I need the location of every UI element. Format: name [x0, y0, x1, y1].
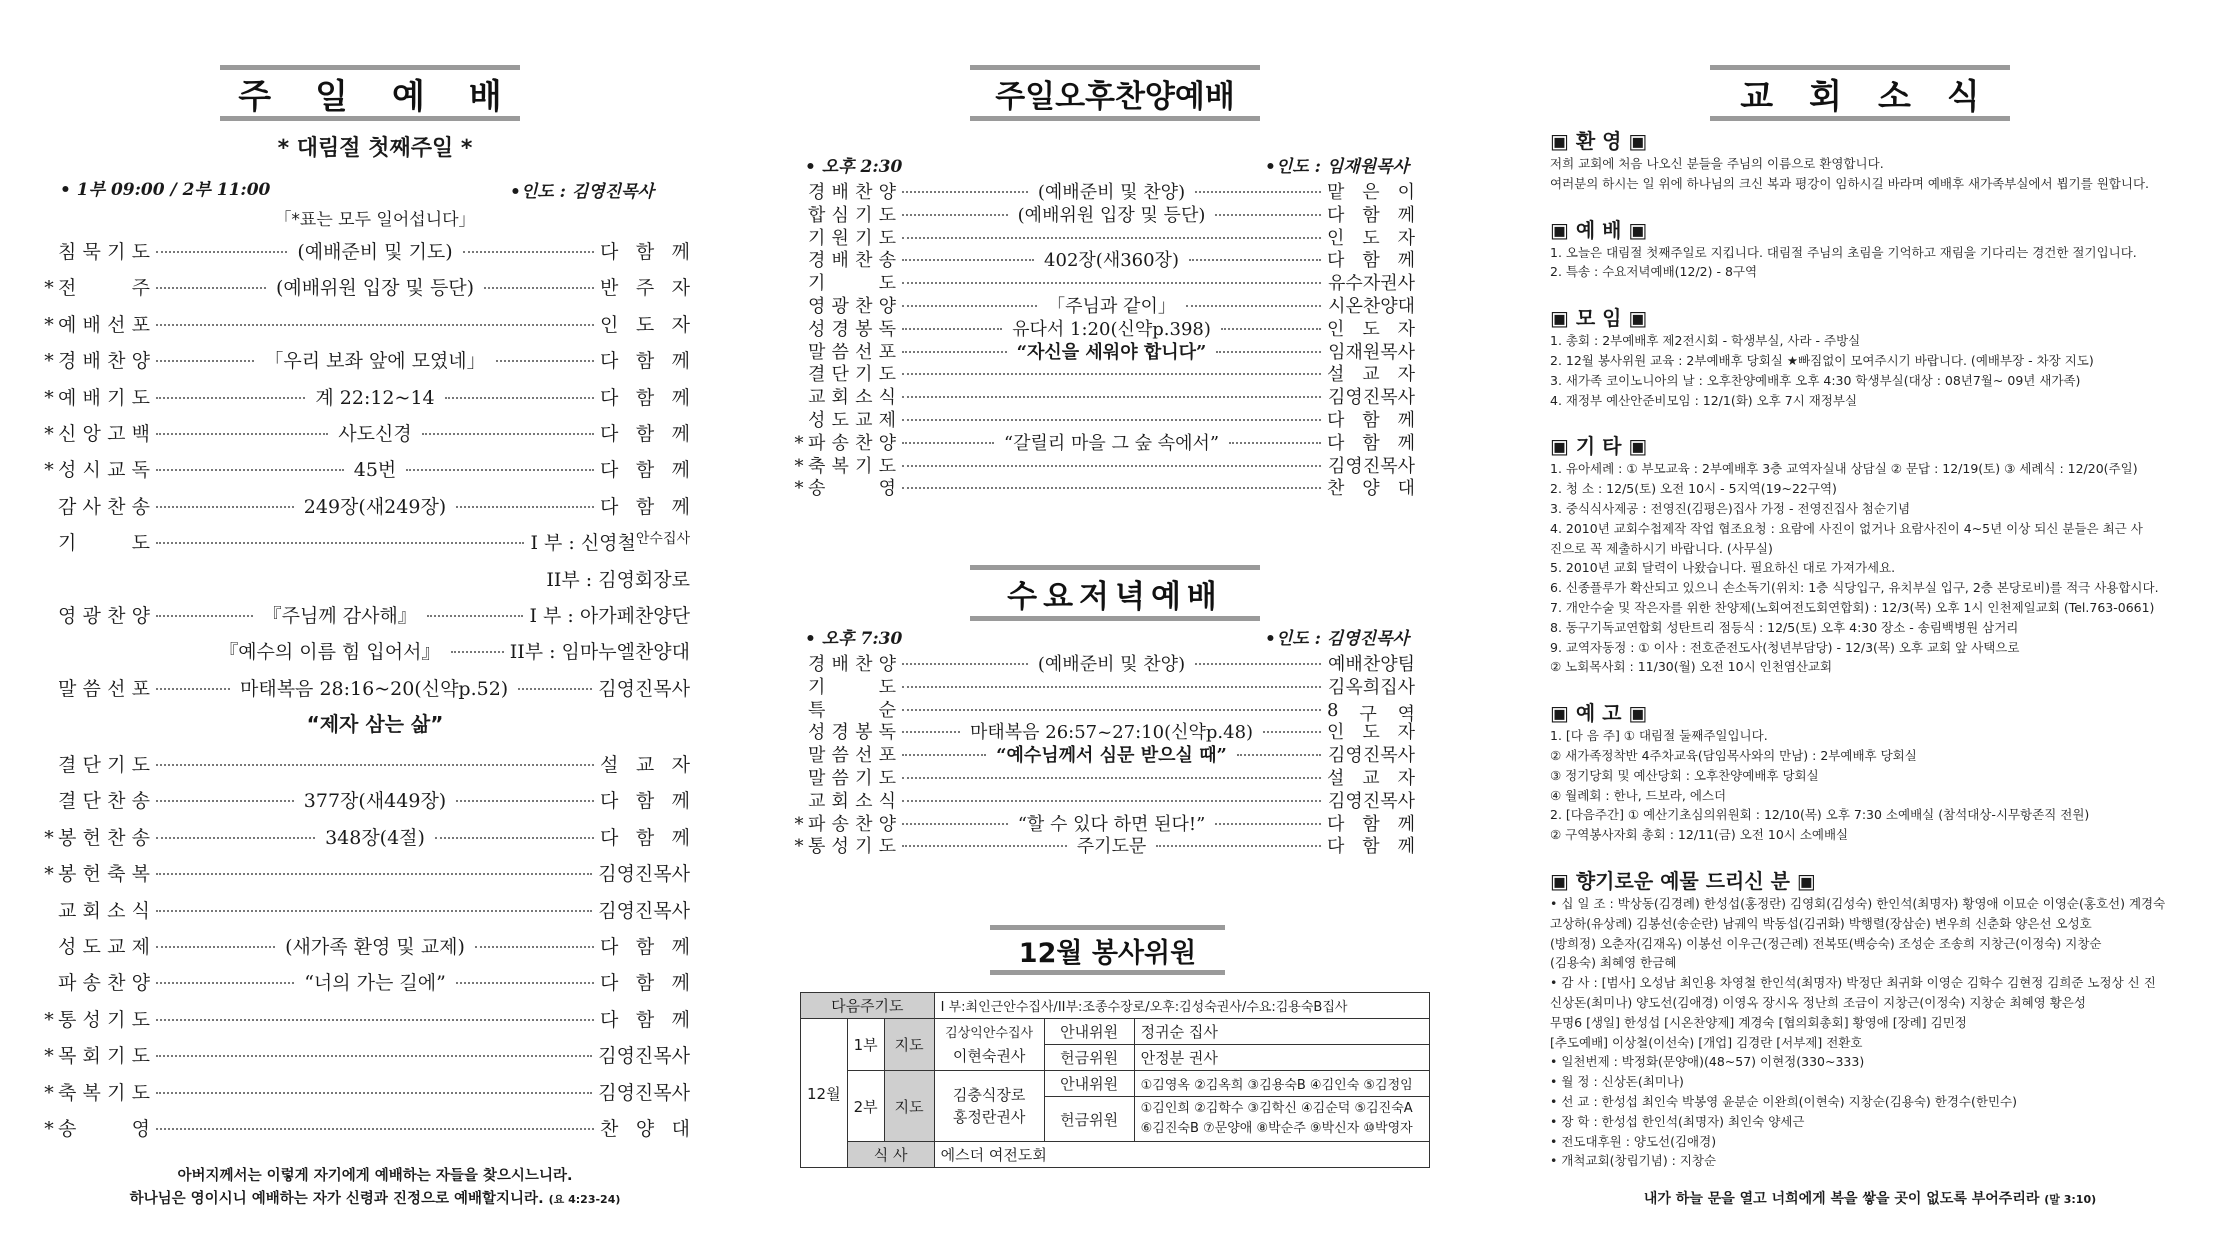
order-content: 249장(새249장) [303, 495, 447, 518]
news-line: 2. 12월 봉사위원 교육 : 2부예배후 당회실 ★빠짐없이 모여주시기 바랍니다. (예배부장 - 차장 지도) [1550, 353, 2094, 368]
order-person: 다 함 께 [1327, 410, 1415, 431]
news-line: [추도예배] 이상철(이선숙) [개업] 김경란 [서부제] 전환호 [1550, 1034, 1863, 1050]
order-person: 예배찬양팀 [1328, 654, 1415, 675]
standing-mark: * [794, 432, 804, 454]
sunday-order-row [40, 823, 690, 850]
order-person: 다 함 께 [1327, 432, 1415, 454]
standing-mark: * [44, 1045, 54, 1068]
volunteers-table [800, 992, 1430, 1168]
order-label: 영 광 찬 양 [58, 605, 150, 627]
order-label: 감 사 찬 송 [58, 495, 150, 518]
news-line: ② 새가족정착반 4주차교육(담임목사와의 만남) : 2부예배후 당회실 [1550, 748, 1917, 763]
news-line: • 전도대후원 : 양도선(김애경) [1550, 1133, 1717, 1149]
worship-footer-line2 [30, 1187, 720, 1208]
news-line: • 십 일 조 : 박상동(김경례) 한성섭(홍정란) 김영회(김성숙) 한인석(최명자) 황영애 이묘순 이영순(홍호선) 계경숙 [1550, 896, 2166, 911]
order-label: 경 배 찬 송 [808, 250, 896, 272]
sunday-order-row [40, 455, 690, 482]
order-label: 경 배 찬 양 [808, 654, 896, 675]
sunday-order-row [40, 383, 690, 410]
part2-leaders [934, 1071, 1044, 1142]
news-section-heading: ▣ 예 고 ▣ [1550, 701, 1648, 726]
order-person: 다 함 께 [600, 386, 690, 409]
sunday-order-row [40, 968, 690, 995]
sunday-order-row [40, 310, 690, 337]
part2-leader-a: 김충식장로 [952, 1086, 1026, 1104]
news-section-heading: ▣ 향기로운 예물 드리신 분 ▣ [1550, 869, 1816, 893]
afternoon-time: • 오후 2:30 [805, 157, 903, 177]
sunday-order-row [40, 896, 690, 923]
order-content: 마태복음 26:57~27:10(신약p.48) [969, 722, 1254, 744]
order-person: 다 함 께 [600, 350, 690, 373]
order-label: 결 단 기 도 [58, 754, 150, 776]
wednesday-order-row [790, 832, 1415, 858]
order-content: 「우리 보좌 앞에 모였네」 [264, 350, 486, 373]
sunday-order-row [40, 237, 690, 264]
news-section-heading: ▣ 기 타 ▣ [1550, 434, 1648, 459]
afternoon-worship-title: 주일오후찬양예배 [970, 65, 1260, 121]
order-content: 마태복음 28:16~20(신약p.52) [240, 677, 509, 700]
order-label: 축 복 기 도 [808, 455, 896, 477]
order-content: (예배위원 입장 및 등단) [1017, 204, 1206, 226]
news-line: ④ 월례회 : 한나, 드보라, 에스더 [1550, 787, 1727, 803]
month-cell: 12월 [801, 1019, 848, 1168]
worship-footer-line1: 아버지께서는 이렇게 자기에게 예배하는 자들을 찾으시느니라. [177, 1168, 573, 1184]
order-person: 다 함 께 [1327, 836, 1415, 858]
order-label: 말 씀 선 포 [58, 677, 150, 700]
sunday-order-row [40, 528, 690, 555]
sunday-order-row [40, 859, 690, 886]
news-title-char: 식 [1946, 76, 1980, 117]
order-label: 성 도 교 제 [808, 410, 896, 431]
news-line: • 개척교회(창립기념) : 지창순 [1550, 1153, 1717, 1169]
order-content: “갈릴리 마을 그 숲 속에서” [1003, 432, 1220, 454]
sunday-worship-title [220, 65, 520, 121]
order-content: 『주님께 감사해』 [262, 605, 417, 627]
news-line: • 장 학 : 한성섭 한인석(최명자) 최인숙 양세근 [1550, 1113, 1805, 1129]
order-content: (예배준비 및 기도) [297, 241, 453, 263]
order-label: 경 배 찬 양 [58, 350, 150, 373]
part2-guide-label: 안내위원 [1044, 1071, 1134, 1097]
sunday-order-row [40, 932, 690, 959]
wednesday-worship-title: 수요저녁예배 [970, 565, 1260, 621]
order-person: I 부 : 신영철 안수집사 [530, 531, 690, 555]
news-section-heading: ▣ 모 임 ▣ [1550, 306, 1648, 331]
order-label: 결 단 기 도 [808, 364, 896, 386]
order-person: 다 함 께 [1327, 250, 1415, 272]
standing-mark: * [44, 313, 54, 336]
order-person: 임재원목사 [1328, 341, 1416, 363]
next-prayer-row [801, 993, 1430, 1019]
news-line: 저희 교회에 처음 나오신 분들을 주님의 이름으로 환영합니다. [1550, 156, 1884, 171]
order-label: 축 복 기 도 [58, 1081, 150, 1104]
sunday-order-row [40, 1005, 690, 1032]
order-person: 김영진목사 [1328, 387, 1415, 409]
order-label: 합 심 기 도 [808, 204, 896, 226]
news-line: 1. 오늘은 대림절 첫째주일로 지킵니다. 대림절 주님의 초림을 기억하고 재림을 기다리는 경건한 절기입니다. [1550, 244, 2137, 260]
order-label: 교 회 소 식 [808, 790, 896, 812]
part1-offering-label: 헌금위원 [1044, 1045, 1134, 1071]
order-content: 402장(새360장) [1044, 250, 1179, 272]
worship-time: • 1부 09:00 / 2부 11:00 [60, 180, 271, 200]
news-line: • 일천번제 : 박정화(문양애)(48~57) 이현정(330~333) [1550, 1054, 1865, 1070]
sunday-order-row [40, 786, 690, 813]
order-label: 예 배 기 도 [58, 386, 150, 409]
news-line: ③ 정기당회 및 예산당회 : 오후찬양예배후 당회실 [1550, 767, 1819, 783]
news-section-heading: ▣ 예 배 ▣ [1550, 217, 1648, 242]
order-label: 성 경 봉 독 [808, 318, 896, 340]
order-content: 45번 [353, 459, 397, 482]
news-footer-ref: (말 3:10) [2044, 1193, 2097, 1206]
order-person: II부 : 김영회장로 [546, 568, 690, 591]
standing-mark: * [44, 386, 54, 409]
order-label: 말 씀 선 포 [808, 745, 896, 767]
order-content: (새가족 환영 및 교제) [285, 936, 465, 958]
sunday-order-row [40, 273, 690, 300]
news-section-heading: ▣ 환 영 ▣ [1550, 129, 1648, 153]
order-person: 다 함 께 [600, 826, 690, 849]
order-person: 김영진목사 [1328, 745, 1415, 767]
worship-title-char: 일 [315, 76, 348, 117]
order-content: (예배준비 및 찬양) [1037, 182, 1186, 203]
order-label: 기 원 기 도 [808, 227, 896, 249]
news-line: (방희정) 오춘자(김재옥) 이봉선 이우근(정근례) 전복또(백승숙) 조성순 조송희 지창근(이정숙) 지창순 [1550, 935, 2102, 951]
order-label: 교 회 소 식 [808, 387, 896, 409]
order-content: (예배위원 입장 및 등단) [275, 277, 475, 300]
part1-leader-a: 김상익안수집사 [945, 1025, 1034, 1041]
afternoon-leader: •인도 : 임재원목사 [1265, 157, 1409, 177]
order-person: 다 함 께 [600, 972, 690, 995]
part2-prayer-label: 지도 [884, 1071, 934, 1142]
order-person: 김영진목사 [598, 863, 690, 886]
standing-mark: * [794, 836, 804, 858]
news-line: 4. 2010년 교회수첩제작 작업 협조요청 : 요람에 사진이 없거나 요람사진이 4~5년 이상 되신 분들은 최근 사 [1550, 520, 2143, 536]
order-label: 송 영 [58, 1118, 150, 1140]
order-content: “예수님께서 심문 받으실 때” [996, 745, 1227, 767]
wednesday-leader: •인도 : 김영진목사 [1265, 629, 1409, 649]
order-content: 「주님과 같이」 [1047, 296, 1176, 317]
church-news-title [1710, 65, 2010, 121]
order-label: 성 도 교 제 [58, 936, 150, 958]
order-person: 설 교 자 [600, 754, 690, 776]
part1-leaders [934, 1019, 1044, 1071]
order-person: 설 교 자 [1327, 768, 1415, 789]
sermon-title: “제자 삼는 삶” [306, 712, 444, 736]
order-person: 다 함 께 [600, 790, 690, 813]
standing-mark: * [794, 813, 804, 835]
order-label: 목 회 기 도 [58, 1045, 150, 1068]
order-content: 348장(4절) [325, 826, 425, 849]
standing-mark: * [44, 826, 54, 849]
meal-value: 에스더 여전도회 [934, 1142, 1429, 1168]
order-label: 파 송 찬 양 [58, 972, 150, 995]
order-label: 통 성 기 도 [58, 1008, 150, 1031]
order-person: 다 함 께 [600, 495, 690, 518]
standing-notice: 「*표는 모두 일어섭니다」 [274, 210, 476, 230]
order-content: 『예수의 이름 힘 입어서』 [219, 641, 441, 664]
part1-guide-label: 안내위원 [1044, 1019, 1134, 1045]
order-content: 377장(새449장) [303, 790, 447, 813]
part1-offering-value: 안정분 권사 [1134, 1045, 1429, 1071]
worship-subtitle: * 대림절 첫째주일 * [277, 136, 473, 161]
order-content: 주기도문 [1076, 836, 1147, 858]
order-person: 다 함 께 [600, 459, 690, 482]
standing-mark: * [44, 459, 54, 482]
part2-offering-value [1134, 1097, 1429, 1142]
order-person: 맡 은 이 [1327, 182, 1415, 203]
news-line: 1. [다 음 주] ① 대림절 둘째주일입니다. [1550, 728, 1768, 744]
order-label: 통 성 기 도 [808, 836, 896, 858]
order-person: II부 : 임마누엘찬양대 [509, 641, 691, 664]
order-label: 봉 헌 축 복 [58, 863, 150, 886]
order-person: 다 함 께 [600, 936, 690, 958]
standing-mark: * [44, 277, 54, 300]
next-prayer-label: 다음주기도 [801, 993, 935, 1019]
standing-mark: * [44, 1081, 54, 1104]
part2-cell: 2부 [847, 1071, 884, 1142]
order-label: 특 순 [808, 699, 896, 721]
order-person: 설 교 자 [1327, 364, 1415, 386]
news-line: 4. 재정부 예산안준비모임 : 12/1(화) 오후 7시 재정부실 [1550, 392, 1858, 408]
news-line: 고상하(유상례) 김봉선(송순란) 남궤익 박동섭(김귀화) 박행렬(장삼순) 변우희 신춘화 양은선 오성호 [1550, 915, 2092, 931]
order-label: 송 영 [808, 478, 896, 500]
order-content: “할 수 있다 하면 된다!” [1017, 813, 1206, 835]
order-person: 유수자권사 [1328, 273, 1415, 295]
order-label: 결 단 찬 송 [58, 790, 150, 813]
part1-guide-value: 정귀순 집사 [1134, 1019, 1429, 1045]
order-person: 다 함 께 [1327, 813, 1415, 835]
sunday-order-row [40, 565, 690, 592]
order-label: 봉 헌 찬 송 [58, 826, 150, 849]
news-line: 1. 총회 : 2부예배후 제2전시회 - 학생부실, 사라 - 주방실 [1550, 333, 1861, 349]
order-person: 김영진목사 [598, 1045, 690, 1068]
order-person: 인 도 자 [1327, 227, 1415, 249]
news-line: 3. 중식식사제공 : 전영진(김평은)집사 가정 - 전영진집사 첨순기념 [1550, 501, 1911, 516]
part1-prayer-label: 지도 [884, 1019, 934, 1071]
news-line: 6. 신종플루가 확산되고 있으니 손소독기(위치: 1층 식당입구, 유치부실 입구, 2층 본당로비)를 적극 사용합시다. [1550, 580, 2159, 596]
sunday-order-row [40, 1041, 690, 1068]
part2-guide-value: ①김영옥 ②김옥희 ③김용숙B ④김인숙 ⑤김정임 [1134, 1071, 1429, 1097]
news-line: 여러분의 하시는 일 위에 하나님의 크신 복과 평강이 임하시길 바라며 예배후 새가족부실에서 뵙기를 원합니다. [1550, 175, 2150, 191]
sunday-order-row [40, 1078, 690, 1105]
news-footer [1550, 1188, 2190, 1208]
news-line: • 월 정 : 신상돈(최미나) [1550, 1074, 1684, 1090]
news-line: 2. 청 소 : 12/5(토) 오전 10시 - 5지역(19~22구역) [1550, 481, 1837, 497]
news-line: ② 노회목사회 : 11/30(월) 오전 10시 인천염산교회 [1550, 659, 1833, 675]
news-line: 무명6 [생일] 한성섭 [시온찬양제] 계경숙 [협의회총회] 황영애 [장례] 김민정 [1550, 1014, 1967, 1030]
order-label: 신 앙 고 백 [58, 423, 150, 445]
sunday-order-row [40, 601, 690, 628]
footer-verse-ref: (요 4:23-24) [548, 1193, 621, 1206]
order-person: 인 도 자 [1327, 722, 1415, 744]
news-line: 8. 동구기독교연합회 성탄트리 점등식 : 12/5(토) 오후 4:30 장소 - 송림백병원 삼거리 [1550, 619, 2019, 635]
news-line: 2. [다음주간] ① 예산기초심의위원회 : 12/10(목) 오후 7:30 소예배실 (참석대상-시무항존직 전원) [1550, 807, 2090, 823]
church-news-column [1550, 0, 2190, 1240]
sunday-order-row [40, 674, 690, 701]
order-label: 성 경 봉 독 [808, 722, 896, 744]
news-line: • 감 사 : [범사] 오성남 최인용 차영철 한인석(최명자) 박정단 최귀화 이영순 김학수 김현정 김희준 노정상 신 진 [1550, 975, 2156, 991]
sunday-order-row [40, 750, 690, 777]
order-person: 김영진목사 [1328, 790, 1415, 812]
order-person: 인 도 자 [1327, 318, 1415, 340]
order-label: 기 도 [808, 676, 896, 698]
order-person: 김옥희집사 [1328, 676, 1415, 698]
worship-title-char: 배 [468, 76, 502, 117]
news-line: 3. 새가족 코이노니아의 날 : 오후찬양예배후 오후 4:30 학생부실(대상 : 08년7월~ 09년 새가족) [1550, 372, 2081, 388]
news-line: 신상돈(최미나) 양도선(김애경) 이영옥 장시옥 정난희 조금이 지창근(이정숙) 지창순 최혜영 황은성 [1550, 995, 2086, 1010]
part2-leader-b: 홍정란권사 [952, 1108, 1026, 1126]
volunteers-title: 12월 봉사위원 [990, 925, 1225, 975]
news-line: 5. 2010년 교회 달력이 나왔습니다. 필요하신 대로 가져가세요. [1550, 560, 1896, 576]
order-content: 계 22:12~14 [315, 386, 435, 409]
order-person: 다 함 께 [600, 1008, 690, 1031]
order-person: 김영진목사 [598, 1081, 690, 1104]
sunday-order-row [40, 346, 690, 373]
order-person: 김영진목사 [598, 677, 691, 700]
standing-mark: * [44, 863, 54, 886]
sunday-order-row [40, 1114, 690, 1141]
order-person: 8 구 역 [1327, 699, 1415, 725]
order-label: 기 도 [808, 273, 896, 295]
order-person: 인 도 자 [600, 313, 690, 336]
news-line: 진으로 꼭 제출하시기 바랍니다. (사무실) [1550, 540, 1773, 556]
order-label: 침 묵 기 도 [58, 241, 150, 263]
order-content: 사도신경 [338, 423, 412, 445]
order-label: 말 씀 기 도 [808, 768, 896, 789]
order-person: 다 함 께 [600, 423, 690, 445]
order-person: I 부 : 아가페찬양단 [529, 605, 690, 627]
order-label: 예 배 선 포 [58, 313, 150, 336]
order-person: 시온찬양대 [1328, 296, 1416, 317]
news-footer-verse: 내가 하늘 문을 열고 너희에게 복을 쌓을 곳이 없도록 부어주리라 [1643, 1191, 2040, 1207]
wednesday-time: • 오후 7:30 [805, 629, 903, 649]
order-label: 말 씀 선 포 [808, 341, 896, 363]
news-line: 9. 교역자동정 : ① 이사 : 전호준전도사(청년부담당) - 12/3(목) 오후 교회 앞 사택으로 [1550, 639, 2020, 655]
order-label: 영 광 찬 양 [808, 296, 896, 317]
order-person: 찬 양 대 [600, 1118, 690, 1140]
order-label: 교 회 소 식 [58, 899, 150, 922]
standing-mark: * [44, 1118, 54, 1140]
part2-offering-line2: ⑥김진숙B ⑦문양애 ⑧박순주 ⑨박신자 ⑩박영자 [1140, 1121, 1413, 1136]
order-content: 유다서 1:20(신약p.398) [1012, 318, 1211, 340]
standing-mark: * [44, 1008, 54, 1031]
meal-label: 식 사 [847, 1142, 934, 1168]
footer-verse: 하나님은 영이시니 예배하는 자가 신령과 진정으로 예배할지니라. [129, 1191, 544, 1207]
order-label: 파 송 찬 양 [808, 813, 896, 835]
next-prayer-value: I 부:최인근안수집사/II부:조종수장로/오후:김성숙권사/수요:김용숙B집사 [934, 993, 1429, 1019]
sunday-order-row [40, 492, 690, 519]
standing-mark: * [794, 455, 804, 477]
news-line: 2. 특송 : 수요저녁예배(12/2) - 8구역 [1550, 264, 1758, 280]
news-title-char: 회 [1809, 76, 1842, 117]
news-line: (김용숙) 최혜영 한금혜 [1550, 955, 1677, 971]
sunday-order-row [40, 637, 690, 664]
standing-mark: * [794, 478, 804, 500]
worship-title-char: 주 [238, 76, 272, 117]
news-line: • 선 교 : 한성섭 최인숙 박봉영 윤분순 이완희(이현숙) 지창순(김용숙) 한경수(한민수) [1550, 1094, 2017, 1109]
part2-offering-line1: ①김인희 ②김학수 ③김학신 ④김순덕 ⑤김진숙A [1140, 1101, 1413, 1116]
standing-mark: * [44, 423, 54, 445]
afternoon-column [790, 0, 1430, 1240]
order-person: 김영진목사 [1328, 455, 1415, 477]
part2-offering-label: 헌금위원 [1044, 1097, 1134, 1142]
order-person: 반 주 자 [600, 277, 690, 300]
news-title-char: 소 [1878, 76, 1911, 117]
part1-leader-b: 이현숙권사 [952, 1046, 1026, 1065]
news-line: ② 구역봉사자회 총회 : 12/11(금) 오전 10시 소예배실 [1550, 827, 1849, 843]
order-person: 김영진목사 [598, 899, 690, 922]
order-label: 기 도 [58, 532, 150, 555]
sunday-worship-column [30, 0, 720, 1240]
order-label: 파 송 찬 양 [808, 432, 896, 454]
standing-mark: * [44, 350, 54, 373]
worship-title-char: 예 [392, 76, 425, 117]
order-label: 전 주 [58, 277, 150, 300]
order-label: 성 시 교 독 [58, 459, 150, 482]
news-line: 7. 개안수술 및 작은자를 위한 찬양제(노회여전도회연합회) : 12/3(목) 오후 1시 인천제일교회 (Tel.763-0661) [1550, 600, 2155, 615]
order-content: (예배준비 및 찬양) [1037, 654, 1186, 675]
sunday-order-row [40, 419, 690, 446]
afternoon-order-row [790, 474, 1415, 500]
order-person: 찬 양 대 [1327, 478, 1415, 500]
order-person: 다 함 께 [1327, 204, 1415, 226]
part1-cell: 1부 [847, 1019, 884, 1071]
order-content: “너의 가는 길에” [304, 972, 446, 995]
worship-leader: •인도 : 김영진목사 [510, 182, 654, 202]
order-label: 경 배 찬 양 [808, 182, 896, 203]
news-title-char: 교 [1740, 76, 1774, 117]
order-content: “자신을 세워야 합니다” [1016, 341, 1207, 363]
news-line: 1. 유아세례 : ① 부모교육 : 2부예배후 3층 교역자실내 상담실 ② 문답 : 12/19(토) ③ 세례식 : 12/20(주일) [1550, 461, 2138, 477]
order-person: 다 함 께 [600, 241, 690, 263]
